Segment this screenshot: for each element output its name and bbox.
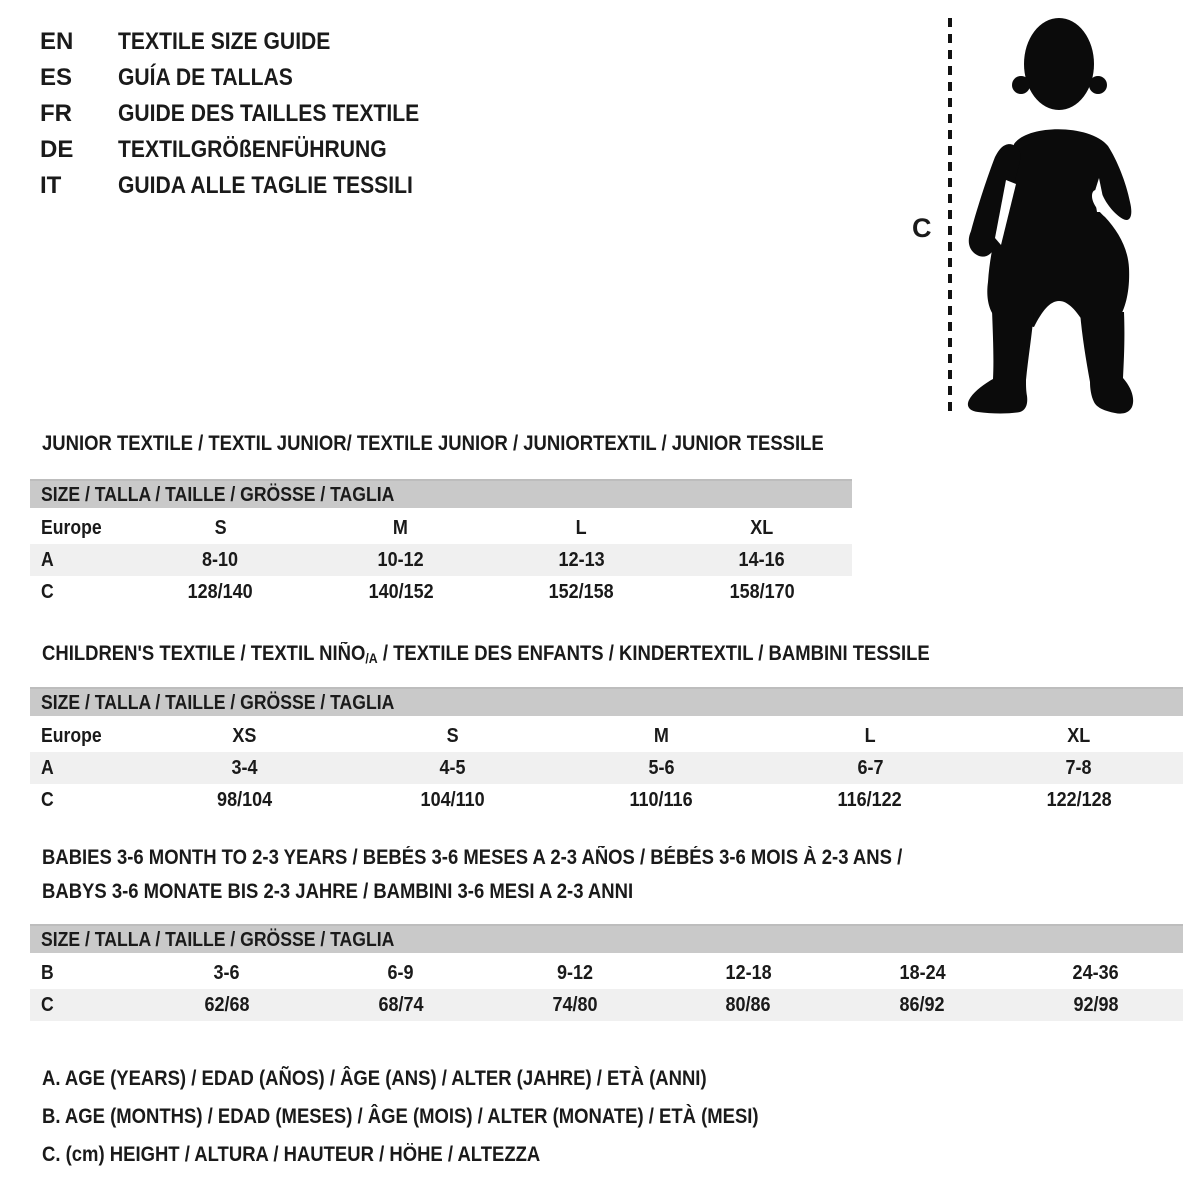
row-label: Europe — [41, 517, 102, 539]
height-cell: 116/122 — [838, 789, 903, 811]
age-cell: 5-6 — [648, 757, 675, 779]
height-cell: 68/74 — [378, 994, 424, 1016]
language-code: FR — [40, 100, 72, 127]
size-cell: M — [393, 517, 409, 539]
age-cell: 6-7 — [857, 757, 884, 779]
babies-section-title-line1: BABIES 3-6 MONTH TO 2-3 YEARS / BEBÉS 3-6 MESES A 2-3 AÑOS / BÉBÉS 3-6 MOIS À 2-3 ANS / — [42, 846, 903, 869]
babies-size-table — [30, 924, 1183, 1021]
height-cell: 74/80 — [552, 994, 598, 1016]
guide-title: GUÍA DE TALLAS — [118, 64, 293, 91]
height-cell: 128/140 — [187, 581, 253, 603]
language-title-list — [40, 24, 460, 204]
age-cell: 3-4 — [231, 757, 258, 779]
children-size-table — [30, 687, 1183, 816]
children-section-title: CHILDREN'S TEXTILE / TEXTIL $NIÑO_{/A}$ / TEXTILE DES ENFANTS / KINDERTEXTIL / BAMBINI TESSILE — [42, 642, 930, 666]
size-cell: M — [653, 725, 669, 747]
junior-section-title: JUNIOR TEXTILE / TEXTIL JUNIOR/ TEXTILE JUNIOR / JUNIORTEXTIL / JUNIOR TESSILE — [42, 432, 824, 455]
height-cell: 140/152 — [368, 581, 434, 603]
guide-title: TEXTILE SIZE GUIDE — [118, 28, 331, 55]
age-cell: 8-10 — [202, 549, 239, 571]
legend-age-months: B. AGE (MONTHS) / EDAD (MESES) / ÂGE (MOIS) / ALTER (MONATE) / ETÀ (MESI) — [42, 1105, 759, 1128]
age-months-cell: 6-9 — [387, 962, 414, 984]
table-row-b — [30, 957, 1183, 989]
row-label: C — [41, 994, 54, 1016]
size-cell: S — [446, 725, 459, 747]
age-cell: 10-12 — [377, 549, 424, 571]
babies-section-title-line2: BABYS 3-6 MONATE BIS 2-3 JAHRE / BAMBINI 3-6 MESI A 2-3 ANNI — [42, 880, 634, 903]
toddler-silhouette-figure — [900, 0, 1200, 430]
language-row-es — [40, 60, 460, 96]
size-header-band: SIZE / TALLA / TAILLE / GRÖSSE / TAGLIA — [30, 479, 852, 508]
measure-label-c: C — [912, 213, 932, 243]
nino-a-subscript: /A — [365, 650, 378, 666]
height-cell: 92/98 — [1073, 994, 1119, 1016]
size-cell: XL — [750, 517, 774, 539]
language-row-en — [40, 24, 460, 60]
size-cell: XL — [1067, 725, 1091, 747]
row-label: Europe — [41, 725, 102, 747]
language-code: ES — [40, 64, 73, 91]
size-cell: L — [575, 517, 587, 539]
table-row-europe — [30, 512, 852, 544]
age-months-cell: 3-6 — [213, 962, 240, 984]
size-header-band: SIZE / TALLA / TAILLE / GRÖSSE / TAGLIA — [30, 924, 1183, 953]
row-label: A — [41, 757, 54, 779]
row-label: B — [41, 962, 54, 984]
height-cell: 62/68 — [204, 994, 250, 1016]
junior-size-table — [30, 479, 852, 608]
table-row-europe — [30, 720, 1183, 752]
language-row-de — [40, 132, 460, 168]
size-cell: S — [214, 517, 227, 539]
table-row-a — [30, 544, 852, 576]
language-code: DE — [40, 136, 74, 163]
age-cell: 7-8 — [1065, 757, 1092, 779]
table-row-a — [30, 752, 1183, 784]
age-cell: 14-16 — [738, 549, 785, 571]
row-label: C — [41, 581, 54, 603]
table-row-c — [30, 576, 852, 608]
row-label: A — [41, 549, 54, 571]
size-cell: L — [864, 725, 876, 747]
height-cell: 104/110 — [420, 789, 485, 811]
height-cell: 152/158 — [548, 581, 614, 603]
legend-age-years: A. AGE (YEARS) / EDAD (AÑOS) / ÂGE (ANS) / ALTER (JAHRE) / ETÀ (ANNI) — [42, 1067, 707, 1090]
age-months-cell: 9-12 — [556, 962, 593, 984]
table-row-c — [30, 784, 1183, 816]
language-code: IT — [40, 172, 62, 199]
toddler-silhouette — [968, 18, 1133, 414]
size-cell: XS — [232, 725, 257, 747]
height-cell: 86/92 — [899, 994, 945, 1016]
height-cell: 98/104 — [216, 789, 272, 811]
age-months-cell: 12-18 — [725, 962, 772, 984]
age-months-cell: 18-24 — [899, 962, 946, 984]
age-cell: 4-5 — [439, 757, 466, 779]
size-header-band: SIZE / TALLA / TAILLE / GRÖSSE / TAGLIA — [30, 687, 1183, 716]
guide-title: GUIDA ALLE TAGLIE TESSILI — [118, 172, 413, 199]
language-row-it — [40, 168, 460, 204]
row-label: C — [41, 789, 54, 811]
height-cell: 80/86 — [725, 994, 771, 1016]
age-months-cell: 24-36 — [1073, 962, 1120, 984]
guide-title: GUIDE DES TAILLES TEXTILE — [118, 100, 420, 127]
table-row-c — [30, 989, 1183, 1021]
legend-height-cm: C. (cm) HEIGHT / ALTURA / HAUTEUR / HÖHE / ALTEZZA — [42, 1143, 541, 1166]
height-cell: 158/170 — [729, 581, 795, 603]
guide-title: TEXTILGRÖßENFÜHRUNG — [118, 136, 387, 163]
height-cell: 122/128 — [1046, 789, 1112, 811]
age-cell: 12-13 — [558, 549, 605, 571]
language-code: EN — [40, 28, 74, 55]
language-row-fr — [40, 96, 460, 132]
height-cell: 110/116 — [629, 789, 694, 811]
